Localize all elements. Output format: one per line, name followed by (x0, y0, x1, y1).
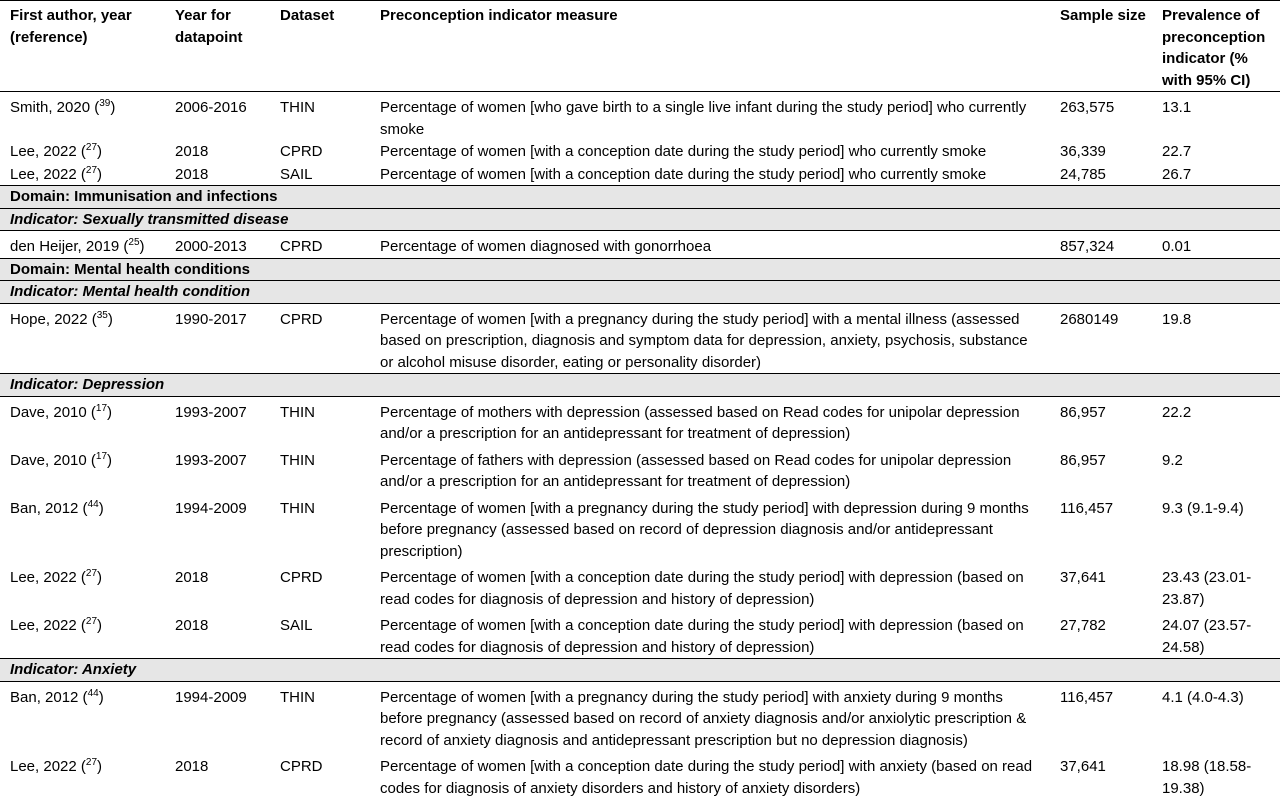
reference-number: 27 (86, 142, 97, 153)
cell-author (0, 610, 165, 659)
reference-number: 27 (86, 568, 97, 579)
cell-dataset: CPRD (270, 231, 370, 259)
cell-author (0, 140, 165, 163)
cell-sample-size: 263,575 (1050, 92, 1152, 141)
cell-sample-size: 2680149 (1050, 303, 1152, 374)
indicator-row (0, 374, 1280, 397)
author-text: Lee, 2022 ( (10, 166, 86, 183)
cell-dataset: SAIL (270, 163, 370, 186)
cell-dataset: CPRD (270, 562, 370, 610)
cell-prevalence: 19.8 (1152, 303, 1280, 374)
reference-close: ) (110, 99, 115, 116)
cell-prevalence: 4.1 (4.0-4.3) (1152, 681, 1280, 751)
cell-measure: Percentage of women [with a pregnancy during the study period] with depression during 9 months before pregnancy (assessed based on record of depression diagnosis and/or antidepressant prescription) (370, 493, 1050, 563)
reference-number: 35 (97, 310, 108, 321)
cell-sample-size: 86,957 (1050, 445, 1152, 493)
cell-prevalence: 0.01 (1152, 231, 1280, 259)
cell-dataset: THIN (270, 445, 370, 493)
cell-measure: Percentage of women [with a conception date during the study period] with depression (based on read codes for diagnosis of depression and history of depression) (370, 610, 1050, 659)
reference-close: ) (99, 689, 104, 706)
reference-close: ) (97, 166, 102, 183)
cell-prevalence: 13.1 (1152, 92, 1280, 141)
cell-sample-size: 37,641 (1050, 562, 1152, 610)
cell-dataset: THIN (270, 681, 370, 751)
table-row (0, 562, 1280, 610)
cell-year: 2018 (165, 562, 270, 610)
cell-year: 2018 (165, 140, 270, 163)
cell-sample-size: 24,785 (1050, 163, 1152, 186)
cell-author (0, 562, 165, 610)
reference-close: ) (97, 143, 102, 160)
cell-measure: Percentage of fathers with depression (assessed based on Read codes for unipolar depression and/or a prescription for an antidepressant for treatment of depression) (370, 445, 1050, 493)
author-text: Dave, 2010 ( (10, 404, 96, 421)
cell-author (0, 681, 165, 751)
cell-prevalence: 18.98 (18.58-19.38) (1152, 751, 1280, 799)
cell-author (0, 751, 165, 799)
cell-sample-size: 116,457 (1050, 493, 1152, 563)
table-row (0, 493, 1280, 563)
table-header-row (0, 1, 1280, 92)
cell-measure: Percentage of mothers with depression (assessed based on Read codes for unipolar depression and/or a prescription for an antidepressant for treatment of depression) (370, 396, 1050, 445)
cell-measure: Percentage of women [with a conception date during the study period] who currently smoke (370, 140, 1050, 163)
domain-row (0, 258, 1280, 281)
cell-prevalence: 22.2 (1152, 396, 1280, 445)
cell-sample-size: 36,339 (1050, 140, 1152, 163)
cell-prevalence: 23.43 (23.01-23.87) (1152, 562, 1280, 610)
reference-number: 25 (128, 237, 139, 248)
cell-sample-size: 27,782 (1050, 610, 1152, 659)
cell-dataset: THIN (270, 396, 370, 445)
cell-author (0, 445, 165, 493)
cell-dataset: THIN (270, 92, 370, 141)
cell-dataset: THIN (270, 493, 370, 563)
cell-prevalence: 26.7 (1152, 163, 1280, 186)
cell-measure: Percentage of women [with a conception date during the study period] who currently smoke (370, 163, 1050, 186)
cell-author (0, 163, 165, 186)
cell-measure: Percentage of women diagnosed with gonorrhoea (370, 231, 1050, 259)
cell-author (0, 303, 165, 374)
author-text: Lee, 2022 ( (10, 758, 86, 775)
cell-year: 2018 (165, 610, 270, 659)
cell-year: 2000-2013 (165, 231, 270, 259)
indicator-heading: Indicator: Anxiety (0, 659, 1280, 682)
table-row (0, 396, 1280, 445)
author-text: Hope, 2022 ( (10, 311, 97, 328)
table-row (0, 681, 1280, 751)
cell-measure: Percentage of women [with a conception date during the study period] with depression (based on read codes for diagnosis of depression and history of depression) (370, 562, 1050, 610)
header-measure: Preconception indicator measure (370, 1, 1050, 92)
reference-number: 44 (88, 688, 99, 699)
cell-measure: Percentage of women [with a pregnancy during the study period] with anxiety during 9 months before pregnancy (assessed based on record of anxiety diagnosis and/or anxiolytic prescription & record of anxiety diagnosis and antidepressant prescription but no depression diagnosis) (370, 681, 1050, 751)
header-sample-size: Sample size (1050, 1, 1152, 92)
domain-heading: Domain: Immunisation and infections (0, 186, 1280, 209)
reference-number: 27 (86, 616, 97, 627)
author-text: Lee, 2022 ( (10, 143, 86, 160)
author-text: Dave, 2010 ( (10, 452, 96, 469)
reference-close: ) (107, 452, 112, 469)
reference-number: 27 (86, 757, 97, 768)
cell-sample-size: 37,641 (1050, 751, 1152, 799)
reference-number: 17 (96, 451, 107, 462)
domain-row (0, 186, 1280, 209)
reference-close: ) (140, 238, 145, 255)
cell-sample-size: 116,457 (1050, 681, 1152, 751)
header-dataset: Dataset (270, 1, 370, 92)
indicator-row (0, 659, 1280, 682)
author-text: Smith, 2020 ( (10, 99, 99, 116)
indicator-row (0, 281, 1280, 304)
cell-dataset: CPRD (270, 751, 370, 799)
cell-measure: Percentage of women [who gave birth to a single live infant during the study period] who currently smoke (370, 92, 1050, 141)
indicator-heading: Indicator: Sexually transmitted disease (0, 208, 1280, 231)
reference-number: 44 (88, 499, 99, 510)
table-row (0, 303, 1280, 374)
domain-heading: Domain: Mental health conditions (0, 258, 1280, 281)
author-text: Lee, 2022 ( (10, 617, 86, 634)
cell-prevalence: 22.7 (1152, 140, 1280, 163)
cell-year: 1994-2009 (165, 493, 270, 563)
cell-year: 1990-2017 (165, 303, 270, 374)
cell-author (0, 231, 165, 259)
cell-sample-size: 86,957 (1050, 396, 1152, 445)
cell-year: 2018 (165, 163, 270, 186)
cell-dataset: CPRD (270, 303, 370, 374)
reference-close: ) (108, 311, 113, 328)
reference-number: 39 (99, 98, 110, 109)
reference-close: ) (99, 500, 104, 517)
header-first-author: First author, year (reference) (0, 1, 165, 92)
reference-number: 27 (86, 165, 97, 176)
indicator-heading: Indicator: Depression (0, 374, 1280, 397)
reference-close: ) (97, 617, 102, 634)
cell-prevalence: 9.3 (9.1-9.4) (1152, 493, 1280, 563)
cell-author (0, 92, 165, 141)
indicator-row (0, 208, 1280, 231)
cell-year: 1993-2007 (165, 445, 270, 493)
author-text: Ban, 2012 ( (10, 689, 88, 706)
cell-year: 1993-2007 (165, 396, 270, 445)
reference-close: ) (107, 404, 112, 421)
reference-close: ) (97, 758, 102, 775)
indicator-heading: Indicator: Mental health condition (0, 281, 1280, 304)
table-row (0, 163, 1280, 186)
cell-dataset: SAIL (270, 610, 370, 659)
cell-dataset: CPRD (270, 140, 370, 163)
table-body (0, 92, 1280, 799)
reference-number: 17 (96, 403, 107, 414)
cell-prevalence: 9.2 (1152, 445, 1280, 493)
cell-author (0, 493, 165, 563)
table-row (0, 610, 1280, 659)
cell-sample-size: 857,324 (1050, 231, 1152, 259)
reference-close: ) (97, 569, 102, 586)
table-row (0, 92, 1280, 141)
cell-author (0, 396, 165, 445)
table-row (0, 445, 1280, 493)
cell-year: 1994-2009 (165, 681, 270, 751)
header-year: Year for datapoint (165, 1, 270, 92)
cell-prevalence: 24.07 (23.57-24.58) (1152, 610, 1280, 659)
table-row (0, 140, 1280, 163)
table-row (0, 751, 1280, 799)
cell-measure: Percentage of women [with a pregnancy during the study period] with a mental illness (assessed based on prescription, diagnosis and symptom data for depression, anxiety, psychosis, substance or alcohol misuse disorder, eating or personality disorder) (370, 303, 1050, 374)
author-text: Ban, 2012 ( (10, 500, 88, 517)
author-text: Lee, 2022 ( (10, 569, 86, 586)
table-row (0, 231, 1280, 259)
cell-measure: Percentage of women [with a conception date during the study period] with anxiety (based on read codes for diagnosis of anxiety disorders and history of anxiety disorders) (370, 751, 1050, 799)
cell-year: 2018 (165, 751, 270, 799)
header-prevalence: Prevalence of preconception indicator (% with 95% CI) (1152, 1, 1280, 92)
author-text: den Heijer, 2019 ( (10, 238, 128, 255)
cell-year: 2006-2016 (165, 92, 270, 141)
